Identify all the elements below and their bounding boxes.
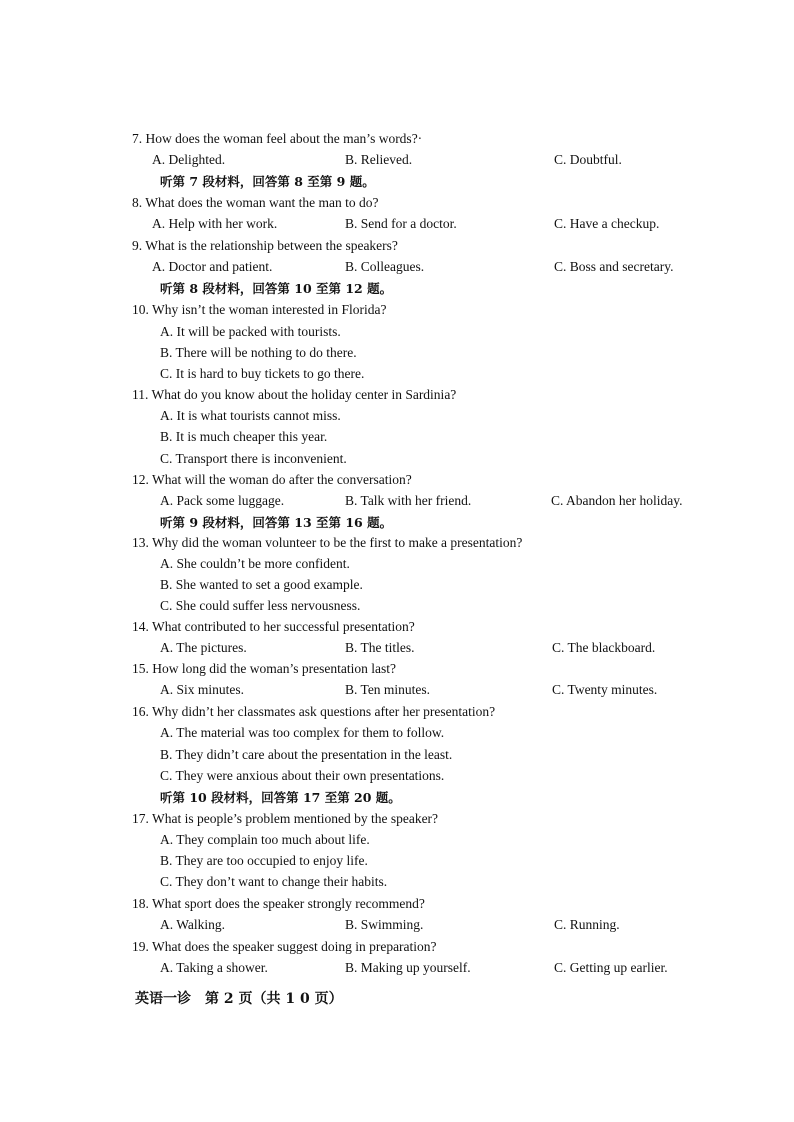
q14-option-c: C. The blackboard. bbox=[552, 640, 656, 655]
q18-option-c: C. Running. bbox=[554, 917, 620, 932]
q16-option-a: A. The material was too complex for them to follow. bbox=[160, 725, 445, 740]
question-10: 10. Why isn’t the woman interested in Florida? bbox=[132, 302, 387, 317]
question-11: 11. What do you know about the holiday center in Sardinia? bbox=[132, 387, 457, 402]
q10-option-b: B. There will be nothing to do there. bbox=[160, 345, 357, 360]
q11-option-a: A. It is what tourists cannot miss. bbox=[160, 408, 341, 423]
q8-option-c: C. Have a checkup. bbox=[554, 216, 660, 231]
q8-option-a: A. Help with her work. bbox=[152, 216, 278, 231]
question-15: 15. How long did the woman’s presentation last? bbox=[132, 661, 396, 676]
question-13: 13. Why did the woman volunteer to be the first to make a presentation? bbox=[132, 535, 523, 550]
q9-option-c: C. Boss and secretary. bbox=[554, 259, 674, 274]
q13-option-c: C. She could suffer less nervousness. bbox=[160, 598, 361, 613]
q19-option-b: B. Making up yourself. bbox=[345, 960, 471, 975]
q10-option-c: C. It is hard to buy tickets to go there. bbox=[160, 366, 365, 381]
question-7: 7. How does the woman feel about the man’s words?· bbox=[132, 131, 423, 146]
q10-option-a: A. It will be packed with tourists. bbox=[160, 324, 341, 339]
question-18: 18. What sport does the speaker strongly recommend? bbox=[132, 896, 425, 911]
q14-option-b: B. The titles. bbox=[345, 640, 415, 655]
q19-option-a: A. Taking a shower. bbox=[160, 960, 268, 975]
q15-option-a: A. Six minutes. bbox=[160, 682, 245, 697]
section-8-heading: 听第 8 段材料，回答第 10 至第 12 题。 bbox=[160, 281, 393, 296]
q15-option-b: B. Ten minutes. bbox=[345, 682, 431, 697]
page-footer: 英语一诊 第 2 页（共 1 0 页） bbox=[135, 991, 343, 1007]
q7-option-c: C. Doubtful. bbox=[554, 152, 622, 167]
q7-option-a: A. Delighted. bbox=[152, 152, 226, 167]
q18-option-a: A. Walking. bbox=[160, 917, 226, 932]
section-7-heading: 听第 7 段材料，回答第 8 至第 9 题。 bbox=[160, 174, 375, 189]
q9-option-a: A. Doctor and patient. bbox=[152, 259, 273, 274]
q7-option-b: B. Relieved. bbox=[345, 152, 413, 167]
section-10-heading: 听第 10 段材料，回答第 17 至第 20 题。 bbox=[160, 790, 401, 805]
question-16: 16. Why didn’t her classmates ask questions after her presentation? bbox=[132, 704, 496, 719]
q9-option-b: B. Colleagues. bbox=[345, 259, 425, 274]
q17-option-c: C. They don’t want to change their habits. bbox=[160, 874, 388, 889]
section-9-heading: 听第 9 段材料，回答第 13 至第 16 题。 bbox=[160, 515, 393, 530]
question-17: 17. What is people’s problem mentioned by the speaker? bbox=[132, 811, 439, 826]
question-8: 8. What does the woman want the man to do? bbox=[132, 195, 379, 210]
question-14: 14. What contributed to her successful presentation? bbox=[132, 619, 415, 634]
q11-option-b: B. It is much cheaper this year. bbox=[160, 429, 328, 444]
q16-option-b: B. They didn’t care about the presentation in the least. bbox=[160, 747, 453, 762]
q13-option-b: B. She wanted to set a good example. bbox=[160, 577, 363, 592]
q8-option-b: B. Send for a doctor. bbox=[345, 216, 457, 231]
q15-option-c: C. Twenty minutes. bbox=[552, 682, 658, 697]
question-9: 9. What is the relationship between the speakers? bbox=[132, 238, 398, 253]
q14-option-a: A. The pictures. bbox=[160, 640, 247, 655]
q19-option-c: C. Getting up earlier. bbox=[554, 960, 668, 975]
q13-option-a: A. She couldn’t be more confident. bbox=[160, 556, 350, 571]
q12-option-b: B. Talk with her friend. bbox=[345, 493, 472, 508]
q12-option-a: A. Pack some luggage. bbox=[160, 493, 285, 508]
q17-option-b: B. They are too occupied to enjoy life. bbox=[160, 853, 368, 868]
q11-option-c: C. Transport there is inconvenient. bbox=[160, 451, 347, 466]
q16-option-c: C. They were anxious about their own presentations. bbox=[160, 768, 445, 783]
question-19: 19. What does the speaker suggest doing in preparation? bbox=[132, 939, 437, 954]
q12-option-c: C. Abandon her holiday. bbox=[551, 493, 683, 508]
q18-option-b: B. Swimming. bbox=[345, 917, 424, 932]
question-12: 12. What will the woman do after the conversation? bbox=[132, 472, 412, 487]
q17-option-a: A. They complain too much about life. bbox=[160, 832, 370, 847]
